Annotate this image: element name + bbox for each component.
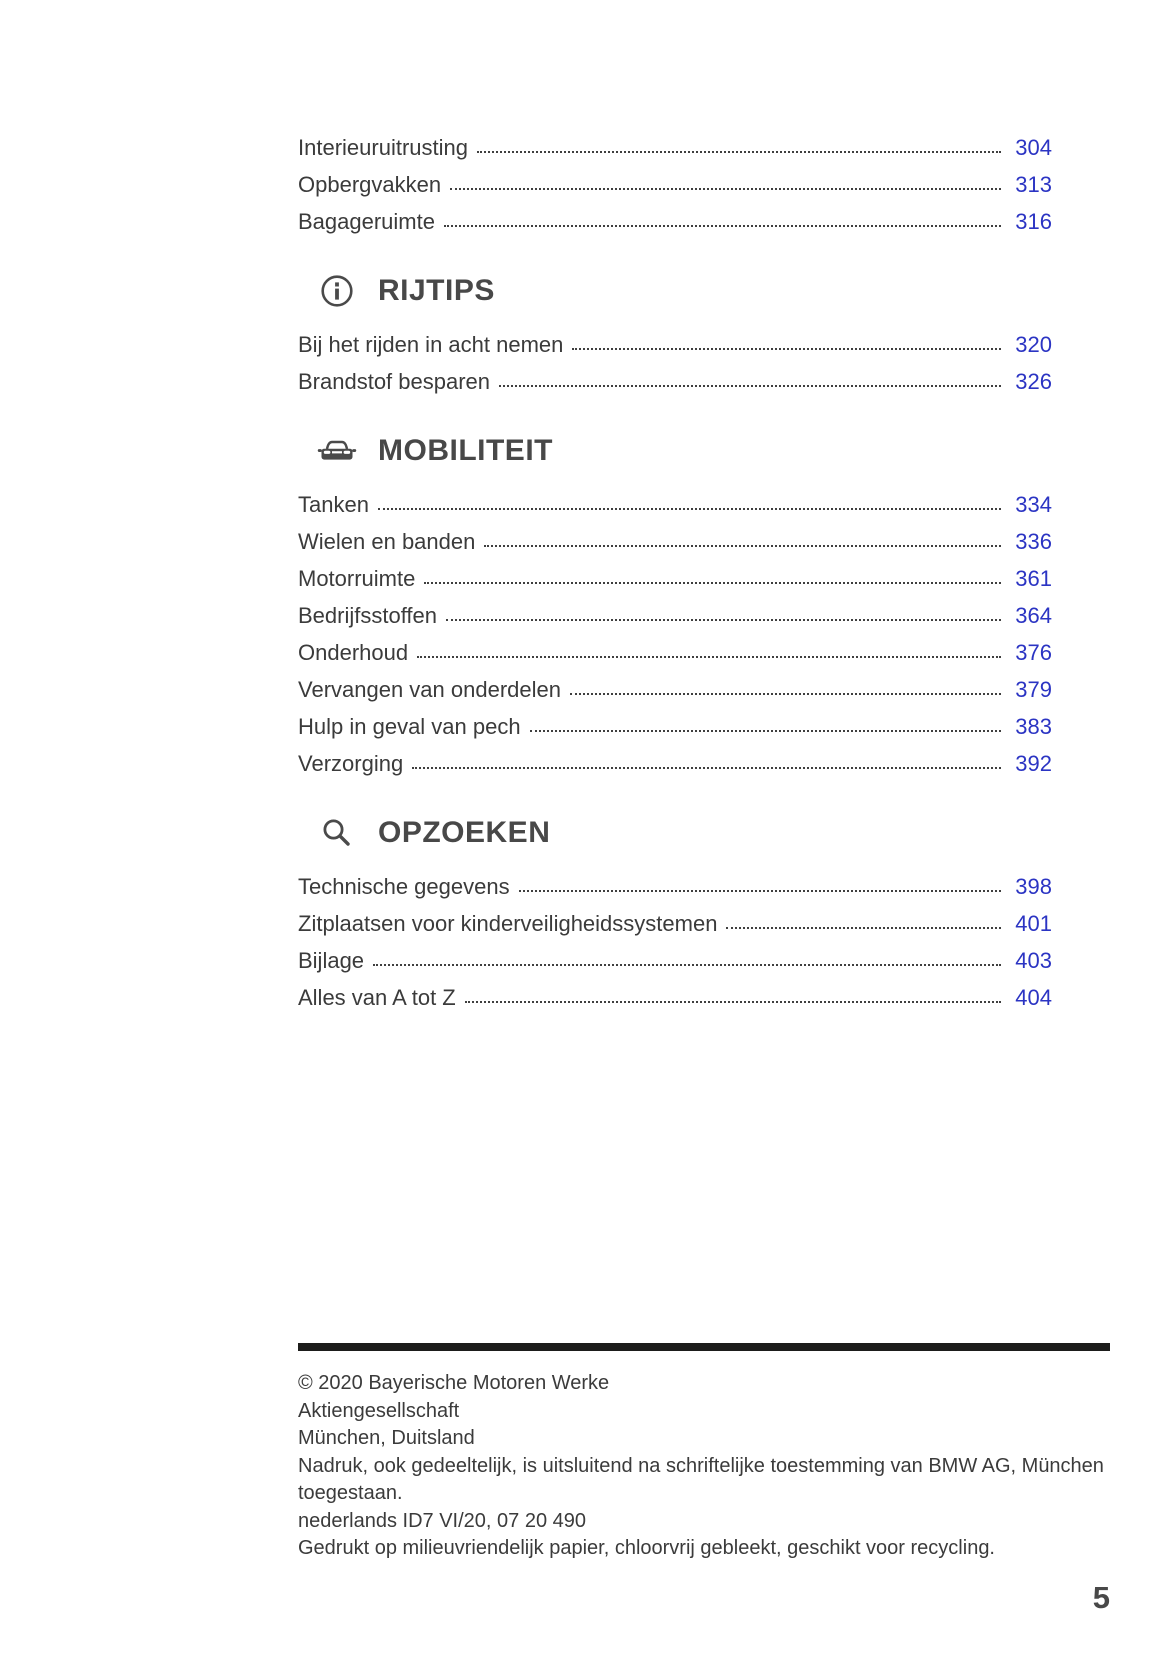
toc-entry[interactable]: [298, 322, 1052, 359]
toc-entry-page[interactable]: 313: [1015, 172, 1052, 197]
dotted-leader: [570, 693, 1001, 695]
toc-entry-page[interactable]: 404: [1015, 985, 1052, 1010]
toc-entry[interactable]: [298, 359, 1052, 396]
toc-entry-page[interactable]: 320: [1015, 332, 1052, 357]
toc-entry-label: Vervangen van onderdelen: [298, 677, 561, 702]
toc-entry-label: Brandstof besparen: [298, 369, 491, 394]
toc-entry[interactable]: [298, 519, 1052, 556]
dotted-leader: [519, 890, 1001, 892]
toc-entry-label: Hulp in geval van pech: [298, 714, 521, 739]
dotted-leader: [572, 348, 1001, 350]
toc-group-mobiliteit: [298, 432, 1052, 778]
toc-entry-page[interactable]: 398: [1015, 874, 1052, 899]
toc-entry-page[interactable]: 376: [1015, 640, 1052, 665]
toc-entry-label: Opbergvakken: [298, 172, 442, 197]
info-icon: [316, 274, 358, 308]
dotted-leader: [373, 964, 1001, 966]
toc-entry[interactable]: [298, 630, 1052, 667]
search-icon: [316, 817, 358, 849]
toc-entry-label: Alles van A tot Z: [298, 985, 456, 1010]
toc-entry-label: Interieuruitrusting: [298, 135, 468, 160]
toc-entry-page[interactable]: 334: [1015, 492, 1052, 517]
dotted-leader: [499, 385, 1001, 387]
toc-group-opzoeken: [298, 814, 1052, 1012]
dotted-leader: [378, 508, 1001, 510]
toc-entry-page[interactable]: 379: [1015, 677, 1052, 702]
dotted-leader: [465, 1001, 1001, 1003]
imprint-line: toegestaan.: [298, 1482, 403, 1504]
dotted-leader: [484, 545, 1001, 547]
toc-entry-page[interactable]: 316: [1015, 209, 1052, 234]
toc-entry-label: Zitplaatsen voor kinderveiligheidssystemen: [298, 911, 718, 936]
section-title: OPZOEKEN: [378, 816, 551, 849]
dotted-leader: [444, 225, 1001, 227]
toc-entry-label: Bagageruimte: [298, 209, 435, 234]
section-title: RIJTIPS: [378, 274, 495, 307]
toc-entry[interactable]: [298, 938, 1052, 975]
toc-entry-label: Verzorging: [298, 751, 404, 776]
toc-entry[interactable]: [298, 482, 1052, 519]
toc-entry-page[interactable]: 336: [1015, 529, 1052, 554]
toc-group-intro: [298, 125, 1052, 236]
toc-entry-page[interactable]: 361: [1015, 566, 1052, 591]
dotted-leader: [477, 151, 1001, 153]
toc-group-rijtips: [298, 272, 1052, 396]
toc-entry[interactable]: [298, 704, 1052, 741]
toc-entry-label: Technische gegevens: [298, 874, 510, 899]
imprint-line: München, Duitsland: [298, 1427, 475, 1449]
dotted-leader: [726, 927, 1001, 929]
imprint-line: Aktiengesellschaft: [298, 1399, 460, 1422]
imprint-line: © 2020 Bayerische Motoren Werke: [298, 1372, 610, 1394]
toc-entry-label: Bedrijfsstoffen: [298, 603, 438, 628]
toc-entry-label: Onderhoud: [298, 640, 409, 665]
dotted-leader: [412, 767, 1001, 769]
dotted-leader: [530, 730, 1001, 732]
toc-entry-page[interactable]: 401: [1015, 911, 1052, 936]
toc-entry[interactable]: [298, 556, 1052, 593]
toc-entry-page[interactable]: 304: [1015, 135, 1052, 160]
toc-entry-label: Tanken: [298, 492, 369, 517]
toc-entry[interactable]: [298, 125, 1052, 162]
toc-entry[interactable]: [298, 741, 1052, 778]
toc-entry-page[interactable]: 383: [1015, 714, 1052, 739]
toc-entry-label: Bijlage: [298, 948, 365, 973]
section-title: MOBILITEIT: [378, 434, 553, 467]
dotted-leader: [450, 188, 1001, 190]
toc-entry-label: Wielen en banden: [298, 529, 476, 554]
toc-entry-label: Bij het rijden in acht nemen: [298, 332, 564, 357]
imprint-footer: [298, 1343, 1110, 1563]
footer-rule: [298, 1343, 1110, 1351]
toc-entry-page[interactable]: 364: [1015, 603, 1052, 628]
section-header-mobiliteit: [298, 432, 1052, 470]
toc-entry[interactable]: [298, 975, 1052, 1012]
dotted-leader: [446, 619, 1001, 621]
toc-page-content: [298, 125, 1052, 1012]
section-header-opzoeken: [298, 814, 1052, 852]
toc-entry[interactable]: [298, 864, 1052, 901]
imprint-text: [298, 1370, 1110, 1563]
imprint-line: nederlands ID7 VI/20, 07 20 490: [298, 1509, 586, 1532]
toc-entry[interactable]: [298, 593, 1052, 630]
toc-entry[interactable]: [298, 162, 1052, 199]
dotted-leader: [417, 656, 1001, 658]
toc-entry-page[interactable]: 392: [1015, 751, 1052, 776]
imprint-line: Gedrukt op milieuvriendelijk papier, chloorvrij gebleekt, geschikt voor recycling.: [298, 1537, 995, 1559]
toc-entry[interactable]: [298, 667, 1052, 704]
toc-entry-label: Motorruimte: [298, 566, 416, 591]
toc-entry[interactable]: [298, 901, 1052, 938]
dotted-leader: [424, 582, 1001, 584]
toc-entry[interactable]: [298, 199, 1052, 236]
toc-entry-page[interactable]: 403: [1015, 948, 1052, 973]
imprint-line: Nadruk, ook gedeeltelijk, is uitsluitend na schriftelijke toestemming van BMW AG, München: [298, 1454, 1104, 1477]
page-number: 5: [1092, 1580, 1110, 1615]
toc-entry-page[interactable]: 326: [1015, 369, 1052, 394]
car-icon: [316, 439, 358, 463]
section-header-rijtips: [298, 272, 1052, 310]
